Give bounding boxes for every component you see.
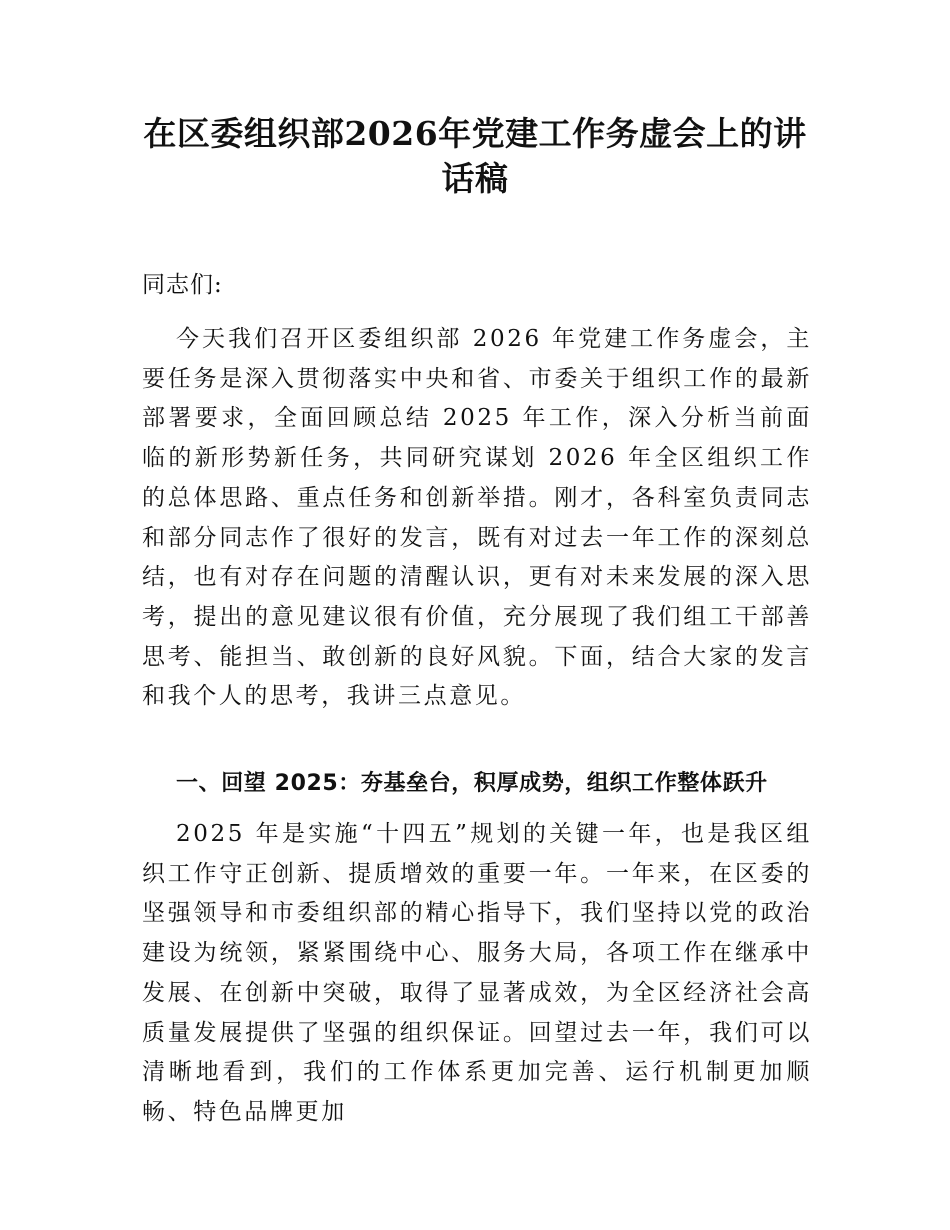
document-title-line-1: 在区委组织部2026年党建工作务虚会上的讲 <box>143 114 807 153</box>
section-1-paragraph: 2025 年是实施“十四五”规划的关键一年，也是我区组织工作守正创新、提质增效的重要一年。一年来，在区委的坚强领导和市委组织部的精心指导下，我们坚持以党的政治建设为统领，紧紧围绕中心、服务大局，各项工作在继承中发展、在创新中突破，取得了显著成效，为全区经济社会高质量发展提供了坚强的组织保证。回望过去一年，我们可以清晰地看到，我们的工作体系更加完善、运行机制更加顺畅、特色品牌更加 <box>142 821 812 1125</box>
salutation: 同志们: <box>142 272 223 298</box>
opening-paragraph: 今天我们召开区委组织部 2026 年党建工作务虚会，主要任务是深入贯彻落实中央和省、市委关于组织工作的最新部署要求，全面回顾总结 2025 年工作，深入分析当前面临的新形势新任务，共同研究谋划 2026 年全区组织工作的总体思路、重点任务和创新举措。刚才，各科室负责同志和部分同志作了很好的发言，既有对过去一年工作的深刻总结，也有对存在问题的清醒认识，更有对未来发展的深入思考，提出的意见建议很有价值，充分展现了我们组工干部善思考、能担当、敢创新的良好风貌。下面，结合大家的发言和我个人的思考，我讲三点意见。 <box>142 326 812 710</box>
section-heading-1: 一、回望 2025：夯基垒台，积厚成势，组织工作整体跃升 <box>176 771 768 796</box>
document-title-line-2: 话稿 <box>441 159 509 198</box>
